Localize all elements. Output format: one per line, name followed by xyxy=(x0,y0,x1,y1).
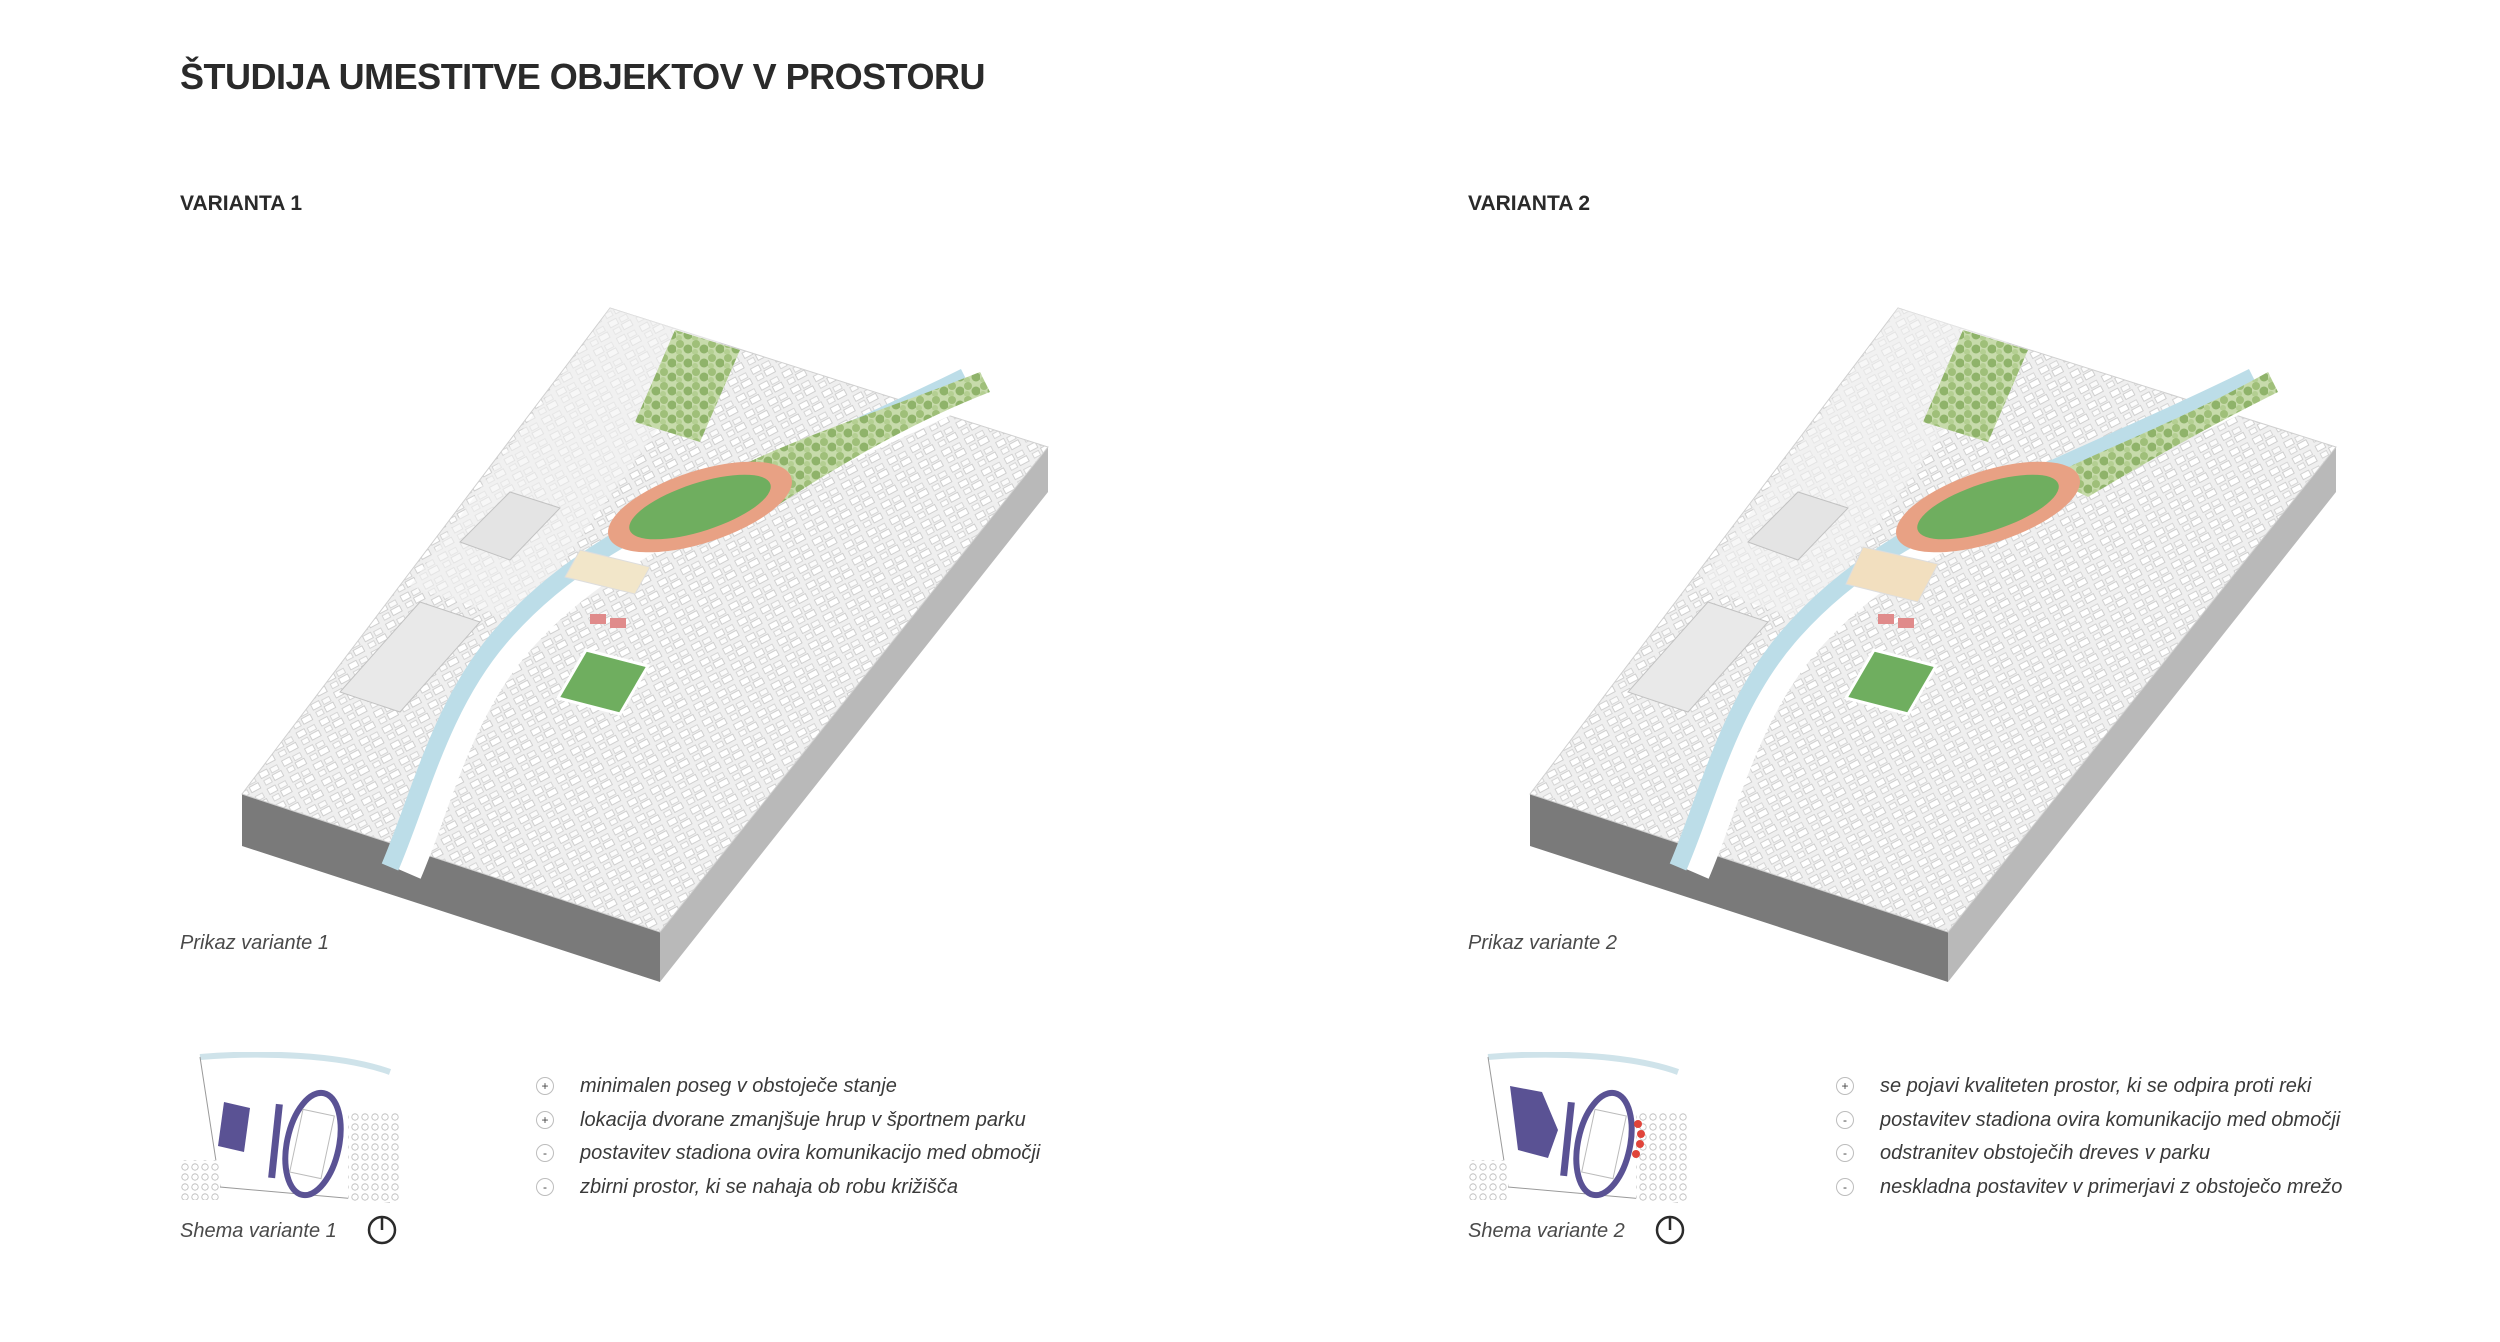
render-caption: Prikaz variante 1 xyxy=(180,932,329,954)
variant-2-scheme-diagram xyxy=(1468,1052,1688,1212)
scheme-caption: Shema variante 2 xyxy=(1468,1220,1625,1242)
variant-heading: VARIANTA 1 xyxy=(180,192,303,215)
variant-2-section xyxy=(1468,190,2500,1290)
north-arrow-icon xyxy=(366,1214,398,1246)
variant-2-axonometric-render xyxy=(1468,242,2368,982)
evaluation-item: - zbirni prostor, ki se nahaja ob robu križišča xyxy=(536,1175,1040,1209)
variant-1-evaluation-list xyxy=(536,1074,1040,1208)
variant-2-evaluation-list xyxy=(1836,1074,2342,1208)
variant-1-scheme-diagram xyxy=(180,1052,400,1212)
evaluation-item: + minimalen poseg v obstoječe stanje xyxy=(536,1074,1040,1108)
render-caption: Prikaz variante 2 xyxy=(1468,932,1617,954)
plus-icon: + xyxy=(536,1111,554,1129)
evaluation-item: - odstranitev obstoječih dreves v parku xyxy=(1836,1141,2342,1175)
scheme-caption: Shema variante 1 xyxy=(180,1220,337,1242)
minus-icon: - xyxy=(1836,1144,1854,1162)
minus-icon: - xyxy=(536,1178,554,1196)
north-arrow-icon xyxy=(1654,1214,1686,1246)
evaluation-item: + lokacija dvorane zmanjšuje hrup v športnem parku xyxy=(536,1108,1040,1142)
minus-icon: - xyxy=(1836,1178,1854,1196)
evaluation-item: + se pojavi kvaliteten prostor, ki se odpira proti reki xyxy=(1836,1074,2342,1108)
page-title: ŠTUDIJA UMESTITVE OBJEKTOV V PROSTORU xyxy=(180,56,985,97)
plus-icon: + xyxy=(1836,1077,1854,1095)
plus-icon: + xyxy=(536,1077,554,1095)
evaluation-item: - postavitev stadiona ovira komunikacijo med območji xyxy=(1836,1108,2342,1142)
variant-1-section xyxy=(180,190,1360,1290)
minus-icon: - xyxy=(536,1144,554,1162)
variant-heading: VARIANTA 2 xyxy=(1468,192,1591,215)
evaluation-item: - neskladna postavitev v primerjavi z obstoječo mrežo xyxy=(1836,1175,2342,1209)
variant-1-axonometric-render xyxy=(180,242,1080,982)
minus-icon: - xyxy=(1836,1111,1854,1129)
evaluation-item: - postavitev stadiona ovira komunikacijo med območji xyxy=(536,1141,1040,1175)
